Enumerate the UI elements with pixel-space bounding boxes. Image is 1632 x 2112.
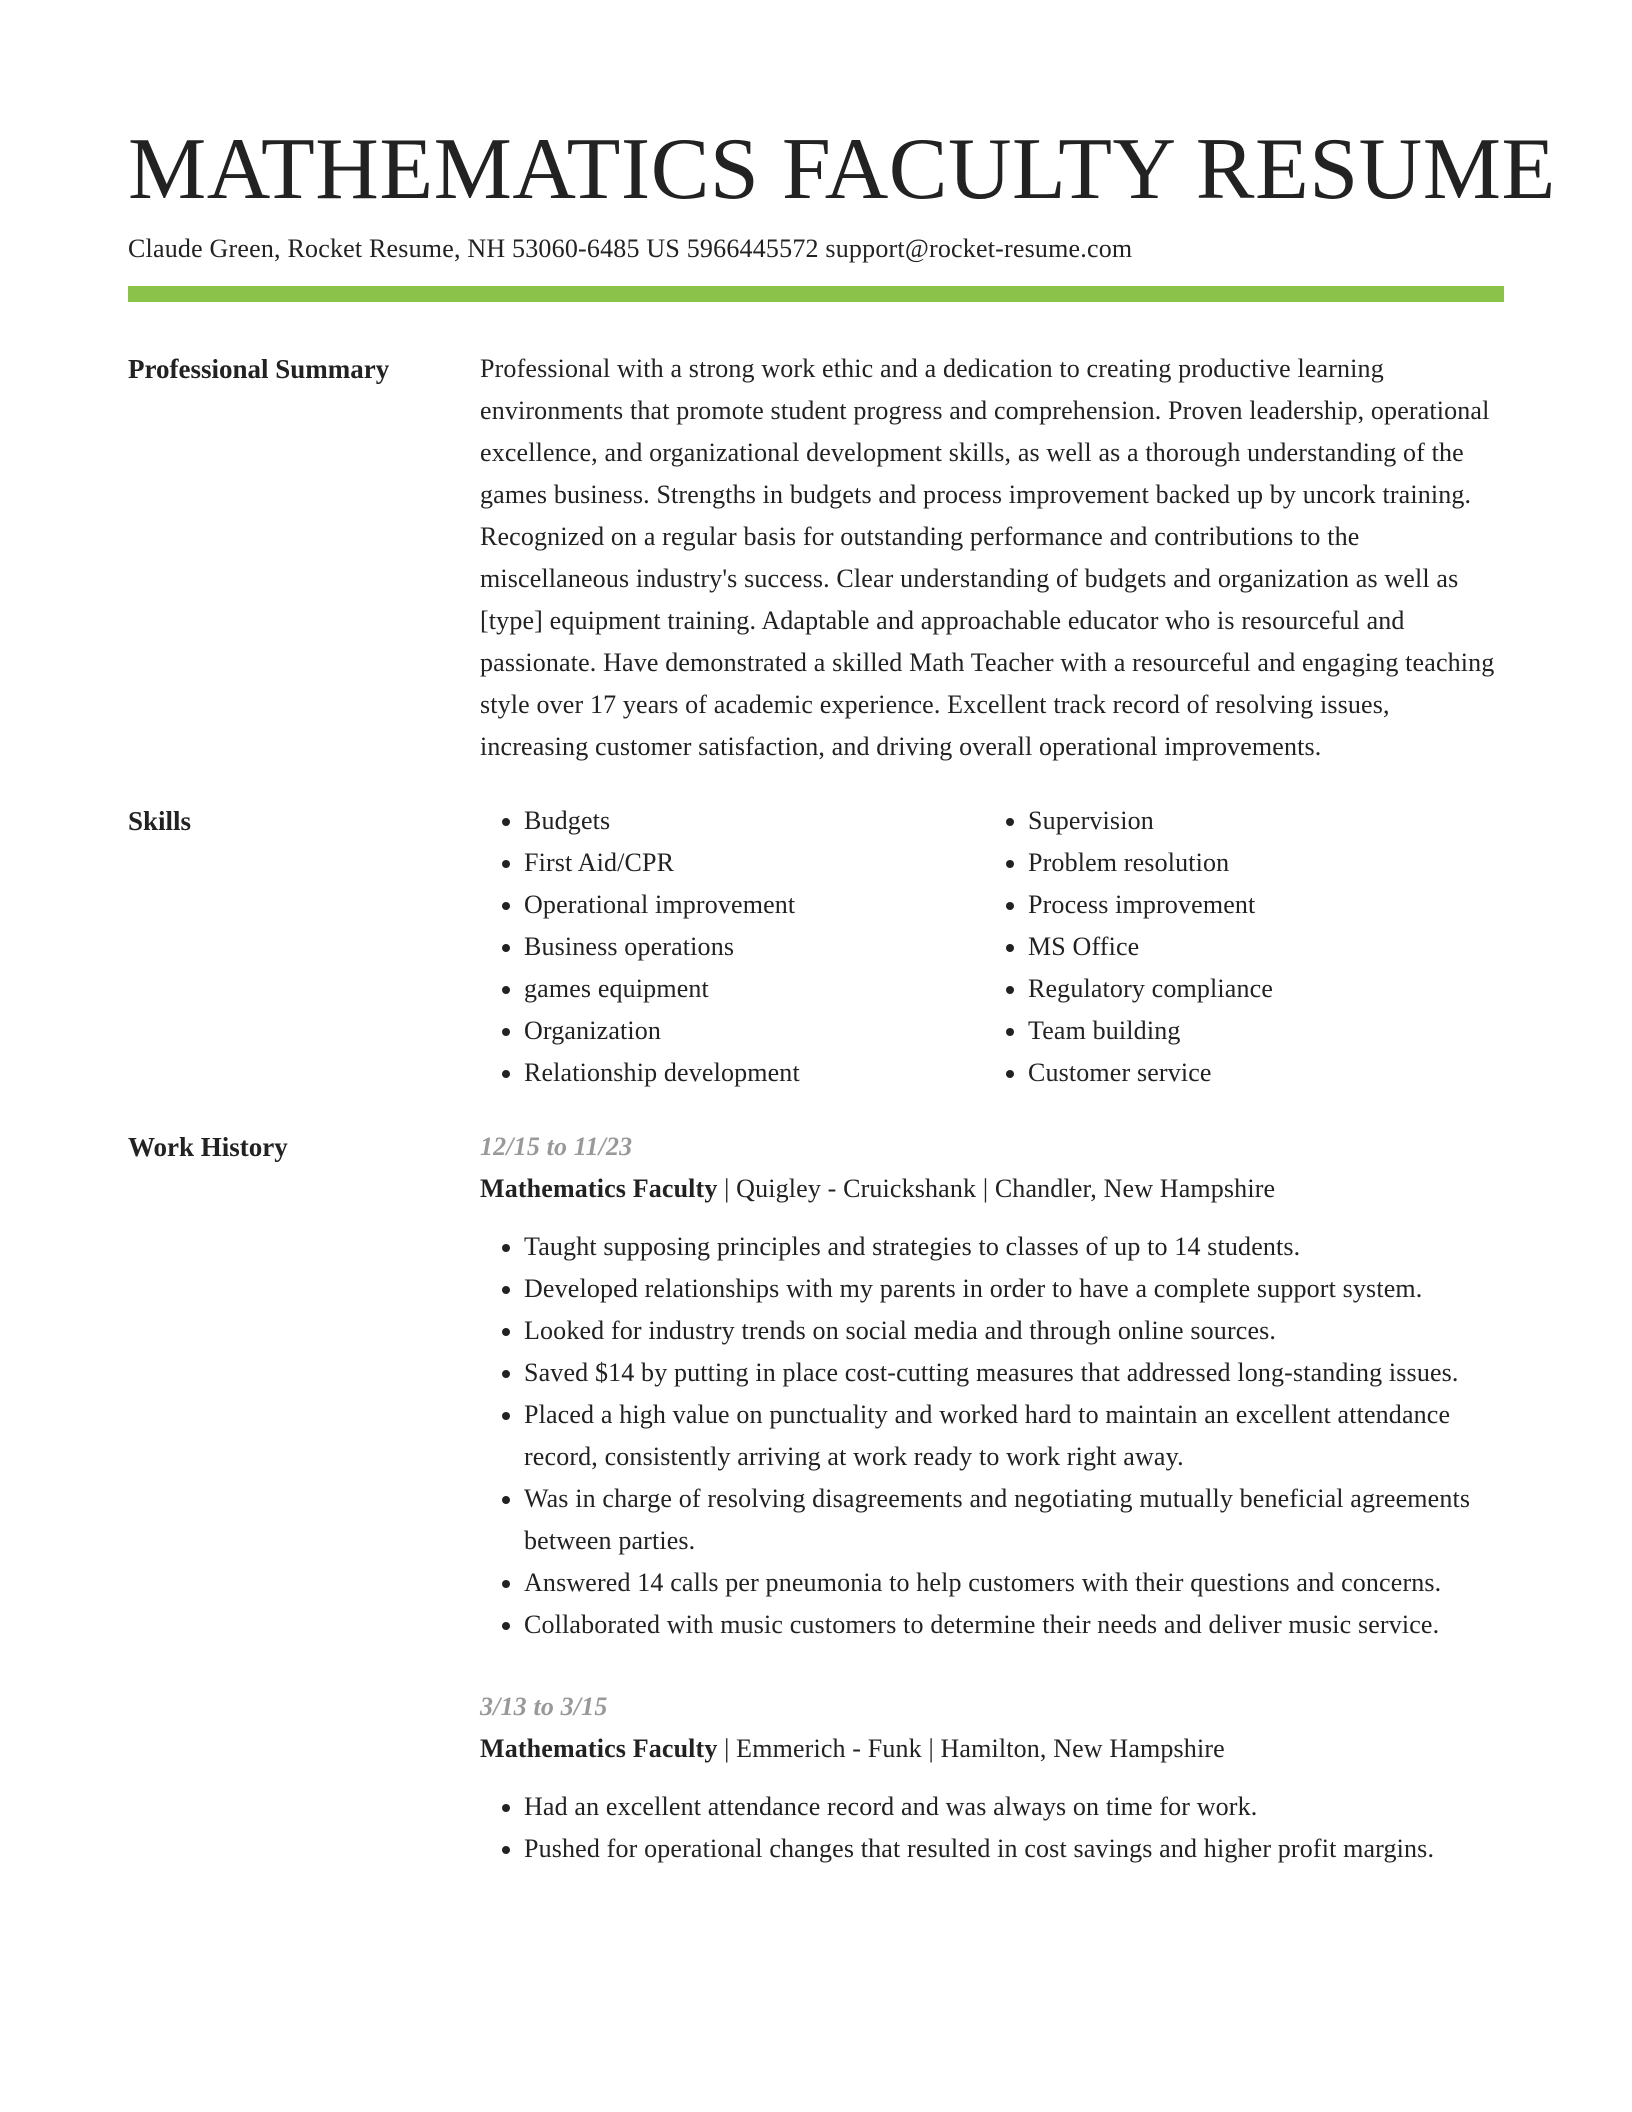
job-bullet: • Developed relationships with my parents in order to have a complete support system.	[524, 1268, 1504, 1310]
job-dates: 3/13 to 3/15	[480, 1692, 608, 1721]
work-history-section	[128, 1126, 1504, 1898]
job-employer-location: | Quigley - Cruickshank | Chandler, New Hampshire	[717, 1174, 1276, 1203]
job-bullets	[480, 1226, 1504, 1646]
job-entry	[480, 1686, 1504, 1870]
contact-line: Claude Green, Rocket Resume, NH 53060-6485 US 5966445572 support@rocket-resume.com	[128, 234, 1133, 263]
job-title: Mathematics Faculty	[480, 1734, 718, 1763]
job-entry	[480, 1126, 1504, 1646]
job-bullet: • Looked for industry trends on social media and through online sources.	[524, 1310, 1504, 1352]
skills-list-right	[984, 800, 1488, 1094]
job-employer-location: | Emmerich - Funk | Hamilton, New Hampshire	[717, 1734, 1225, 1763]
skill-item: • Problem resolution	[1028, 842, 1488, 884]
section-label-skills: Skills	[128, 806, 192, 836]
skill-item: • Business operations	[524, 926, 984, 968]
skill-item: • Operational improvement	[524, 884, 984, 926]
skills-body	[480, 800, 1504, 1094]
job-bullet: • Collaborated with music customers to determine their needs and deliver music service.	[524, 1604, 1504, 1646]
skill-item: • MS Office	[1028, 926, 1488, 968]
job-bullet: • Taught supposing principles and strategies to classes of up to 14 students.	[524, 1226, 1504, 1268]
job-bullet: • Was in charge of resolving disagreements and negotiating mutually beneficial agreements between parties.	[524, 1478, 1504, 1562]
job-title-line	[480, 1728, 1504, 1770]
skill-item: • games equipment	[524, 968, 984, 1010]
job-bullet: • Answered 14 calls per pneumonia to help customers with their questions and concerns.	[524, 1562, 1504, 1604]
summary-body	[480, 348, 1504, 768]
job-title-line	[480, 1168, 1504, 1210]
resume-page	[128, 120, 1556, 1898]
summary-text: Professional with a strong work ethic and a dedication to creating productive learning environments that promote student progress and comprehension. Proven leadership, operational excellence, and organizational development skills, as well as a thorough understanding of the games business. Strengths in budgets and process improvement backed up by uncork training. Recognized on a regular basis for outstanding performance and contributions to the miscellaneous industry's success. Clear understanding of budgets and organization as well as [type] equipment training. Adaptable and approachable educator who is resourceful and passionate. Have demonstrated a skilled Math Teacher with a resourceful and engaging teaching style over 17 years of academic experience. Excellent track record of resolving issues, increasing customer satisfaction, and driving overall operational improvements.	[480, 354, 1495, 761]
job-bullet: • Had an excellent attendance record and was always on time for work.	[524, 1786, 1504, 1828]
summary-section	[128, 348, 1504, 768]
skill-item: • Regulatory compliance	[1028, 968, 1488, 1010]
skill-item: • Process improvement	[1028, 884, 1488, 926]
job-dates: 12/15 to 11/23	[480, 1132, 633, 1161]
skill-item: • Relationship development	[524, 1052, 984, 1094]
job-bullet: • Placed a high value on punctuality and worked hard to maintain an excellent attendance record, consistently arriving at work ready to work right away.	[524, 1394, 1504, 1478]
resume-title: MATHEMATICS FACULTY RESUME	[128, 121, 1556, 218]
skill-item: • Budgets	[524, 800, 984, 842]
job-bullet: • Saved $14 by putting in place cost-cutting measures that addressed long-standing issues.	[524, 1352, 1504, 1394]
job-title: Mathematics Faculty	[480, 1174, 718, 1203]
skills-list-left	[480, 800, 984, 1094]
work-history-body	[480, 1126, 1504, 1898]
section-label-work-history: Work History	[128, 1132, 288, 1162]
section-label-summary: Professional Summary	[128, 354, 390, 384]
skills-columns	[480, 800, 1504, 1094]
job-bullet: • Pushed for operational changes that resulted in cost savings and higher profit margins.	[524, 1828, 1504, 1870]
job-bullets	[480, 1786, 1504, 1870]
skills-section	[128, 800, 1504, 1094]
skill-item: • First Aid/CPR	[524, 842, 984, 884]
skill-item: • Organization	[524, 1010, 984, 1052]
skill-item: • Supervision	[1028, 800, 1488, 842]
skill-item: • Team building	[1028, 1010, 1488, 1052]
accent-divider	[128, 286, 1504, 302]
skill-item: • Customer service	[1028, 1052, 1488, 1094]
